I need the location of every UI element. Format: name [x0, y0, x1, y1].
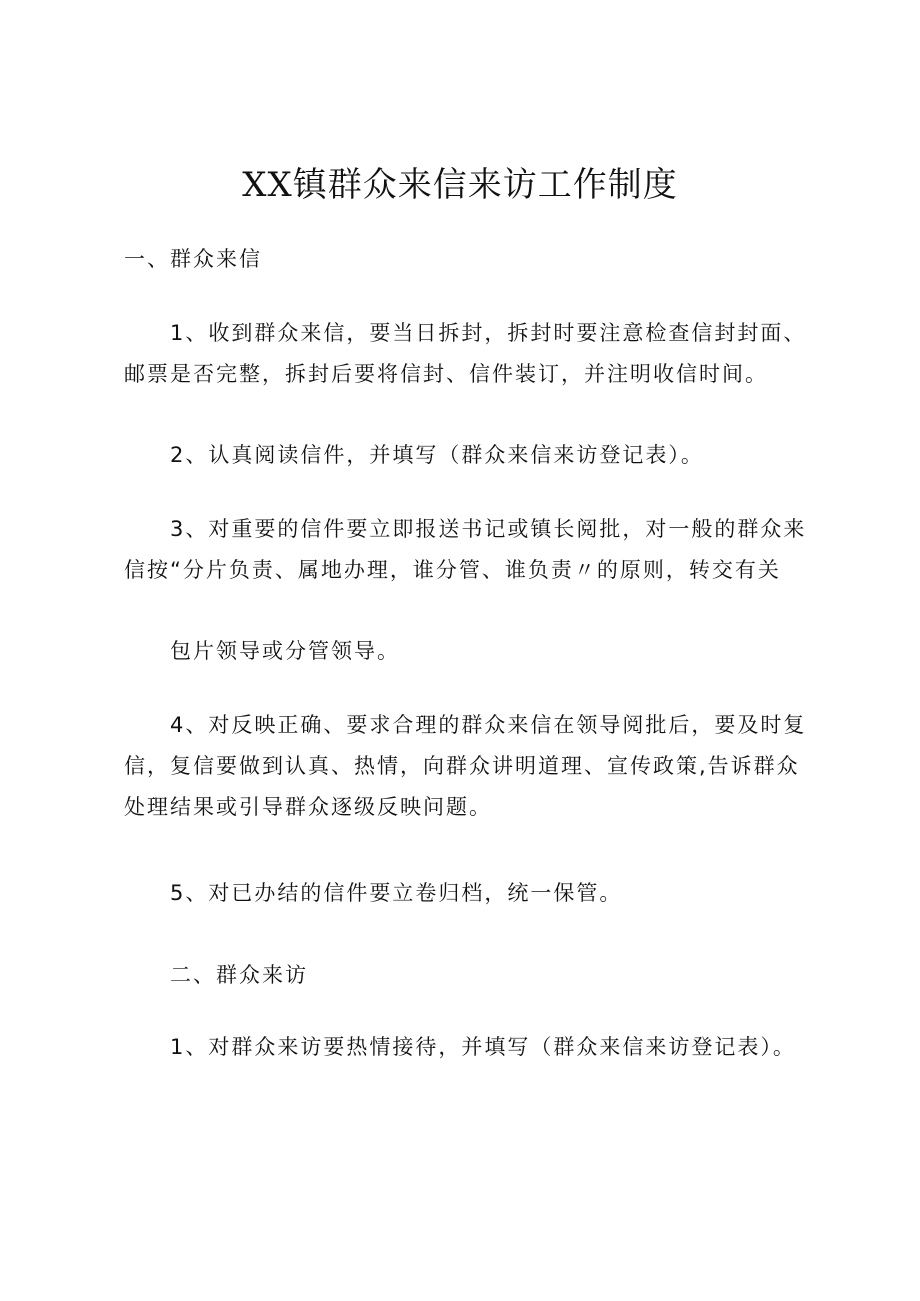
paragraph-item-4: 4、对反映正确、要求合理的群众来信在领导阅批后，要及时复信，复信要做到认真、热情，向群众讲明道理、宣传政策,告诉群众处理结果或引导群众逐级反映问题。 [124, 713, 807, 819]
paragraph-item-3-continued: 包片领导或分管领导。 [170, 639, 400, 663]
paragraph-item-2: 2、认真阅读信件，并填写（群众来信来访登记表）。 [170, 443, 704, 467]
paragraph-item-5: 5、对已办结的信件要立卷归档，统一保管。 [170, 881, 623, 905]
section-heading-visits: 二、群众来访 [170, 963, 308, 987]
paragraph-item-3: 3、对重要的信件要立即报送书记或镇长阅批，对一般的群众来信按“分片负责、属地办理，谁分管、谁负责〃的原则，转交有关 [124, 517, 807, 582]
paragraph-item-6: 1、对群众来访要热情接待，并填写（群众来信来访登记表）。 [170, 1035, 796, 1059]
section-heading-letters: 一、群众来信 [124, 247, 262, 271]
document-title: XX镇群众来信来访工作制度 [242, 165, 678, 205]
paragraph-item-1: 1、收到群众来信，要当日拆封，拆封时要注意检查信封封面、邮票是否完整，拆封后要将信封、信件装订，并注明收信时间。 [124, 321, 807, 386]
